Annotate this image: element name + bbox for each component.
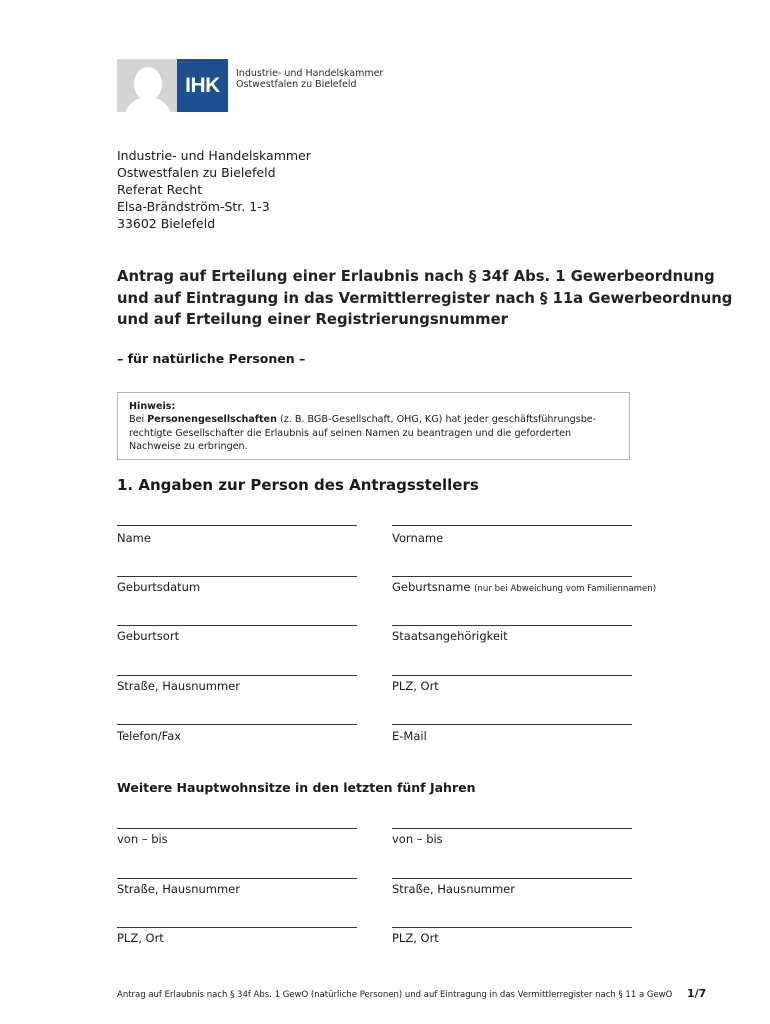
ihk-logo: IHK [177,59,228,112]
page-number: 1/7 [687,987,707,1000]
residence-strasse-input-line-2[interactable] [392,878,632,879]
hint-text [129,413,618,453]
von-bis-label-2: von – bis [392,832,443,846]
geburtsort-label: Geburtsort [117,629,180,643]
staatsangehoerigkeit-label: Staatsangehörigkeit [392,629,508,643]
hint-emphasis: Personengesellschaften [147,414,277,426]
vorname-input-line[interactable] [392,525,632,526]
subsection-heading: Weitere Hauptwohnsitze in den letzten fünf Jahren [117,780,476,795]
residence-strasse-label-1: Straße, Hausnummer [117,882,240,896]
address-line: Referat Recht [117,182,203,197]
staatsangehoerigkeit-input-line[interactable] [392,625,632,626]
address-line: Industrie- und Handelskammer [117,148,311,163]
geburtsort-input-line[interactable] [117,625,357,626]
geburtsname-hint: (nur bei Abweichung vom Familiennamen) [474,584,657,594]
geburtsname-label [392,580,656,594]
residence-plz-ort-input-line-2[interactable] [392,927,632,928]
hint-prefix: Bei [129,414,148,426]
hint-label: Hinweis: [129,401,176,412]
geburtsdatum-input-line[interactable] [117,576,357,577]
von-bis-input-line-2[interactable] [392,828,632,829]
telefon-input-line[interactable] [117,724,357,725]
silhouette-head-icon [134,67,162,101]
email-label: E-Mail [392,729,427,743]
address-line: Ostwestfalen zu Bielefeld [117,165,276,180]
logo-line-1: Industrie- und Handelskammer [236,68,384,79]
section-heading: 1. Angaben zur Person des Antragsstellers [117,476,479,494]
vorname-label: Vorname [392,531,444,545]
von-bis-input-line-1[interactable] [117,828,357,829]
name-input-line[interactable] [117,525,357,526]
logo-line-2: Ostwestfalen zu Bielefeld [236,79,357,90]
strasse-label: Straße, Hausnummer [117,679,240,693]
von-bis-label-1: von – bis [117,832,168,846]
title-line: und auf Erteilung einer Registrierungsnummer [117,311,508,328]
residence-strasse-label-2: Straße, Hausnummer [392,882,515,896]
email-input-line[interactable] [392,724,632,725]
address-line: 33602 Bielefeld [117,216,216,231]
hint-box [117,392,630,460]
residence-strasse-input-line-1[interactable] [117,878,357,879]
strasse-input-line[interactable] [117,675,357,676]
logo-text [236,68,383,90]
name-label: Name [117,531,151,545]
address-line: Elsa-Brändström-Str. 1-3 [117,199,270,214]
logo-photo [117,59,177,112]
hint-body: (z. B. BGB-Gesellschaft, OHG, KG) hat jeder geschäftsführungsbe-rechtigte Gesellschafter die Erlaubnis auf seinen Namen zu beantragen und die geforderten Nachweise zu erbringen. [129,414,597,452]
title-line: Antrag auf Erteilung einer Erlaubnis nach § 34f Abs. 1 Gewerbeordnung [117,268,715,285]
silhouette-shoulders-icon [123,97,173,112]
geburtsname-input-line[interactable] [392,576,632,577]
residence-plz-ort-label-1: PLZ, Ort [117,931,164,945]
page-footer: Antrag auf Erlaubnis nach § 34f Abs. 1 GewO (natürliche Personen) und auf Eintragung in das Vermittlerregister nach § 11 a GewO [117,990,673,1000]
recipient-address [117,147,311,232]
document-subtitle: – für natürliche Personen – [117,351,306,366]
geburtsname-text: Geburtsname [392,580,471,594]
residence-plz-ort-label-2: PLZ, Ort [392,931,439,945]
title-line: und auf Eintragung in das Vermittlerregister nach § 11a Gewerbeordnung [117,289,733,307]
residence-plz-ort-input-line-1[interactable] [117,927,357,928]
document-title [117,266,732,331]
plz-ort-label: PLZ, Ort [392,679,439,693]
plz-ort-input-line[interactable] [392,675,632,676]
telefon-label: Telefon/Fax [117,729,182,743]
geburtsdatum-label: Geburtsdatum [117,580,201,594]
